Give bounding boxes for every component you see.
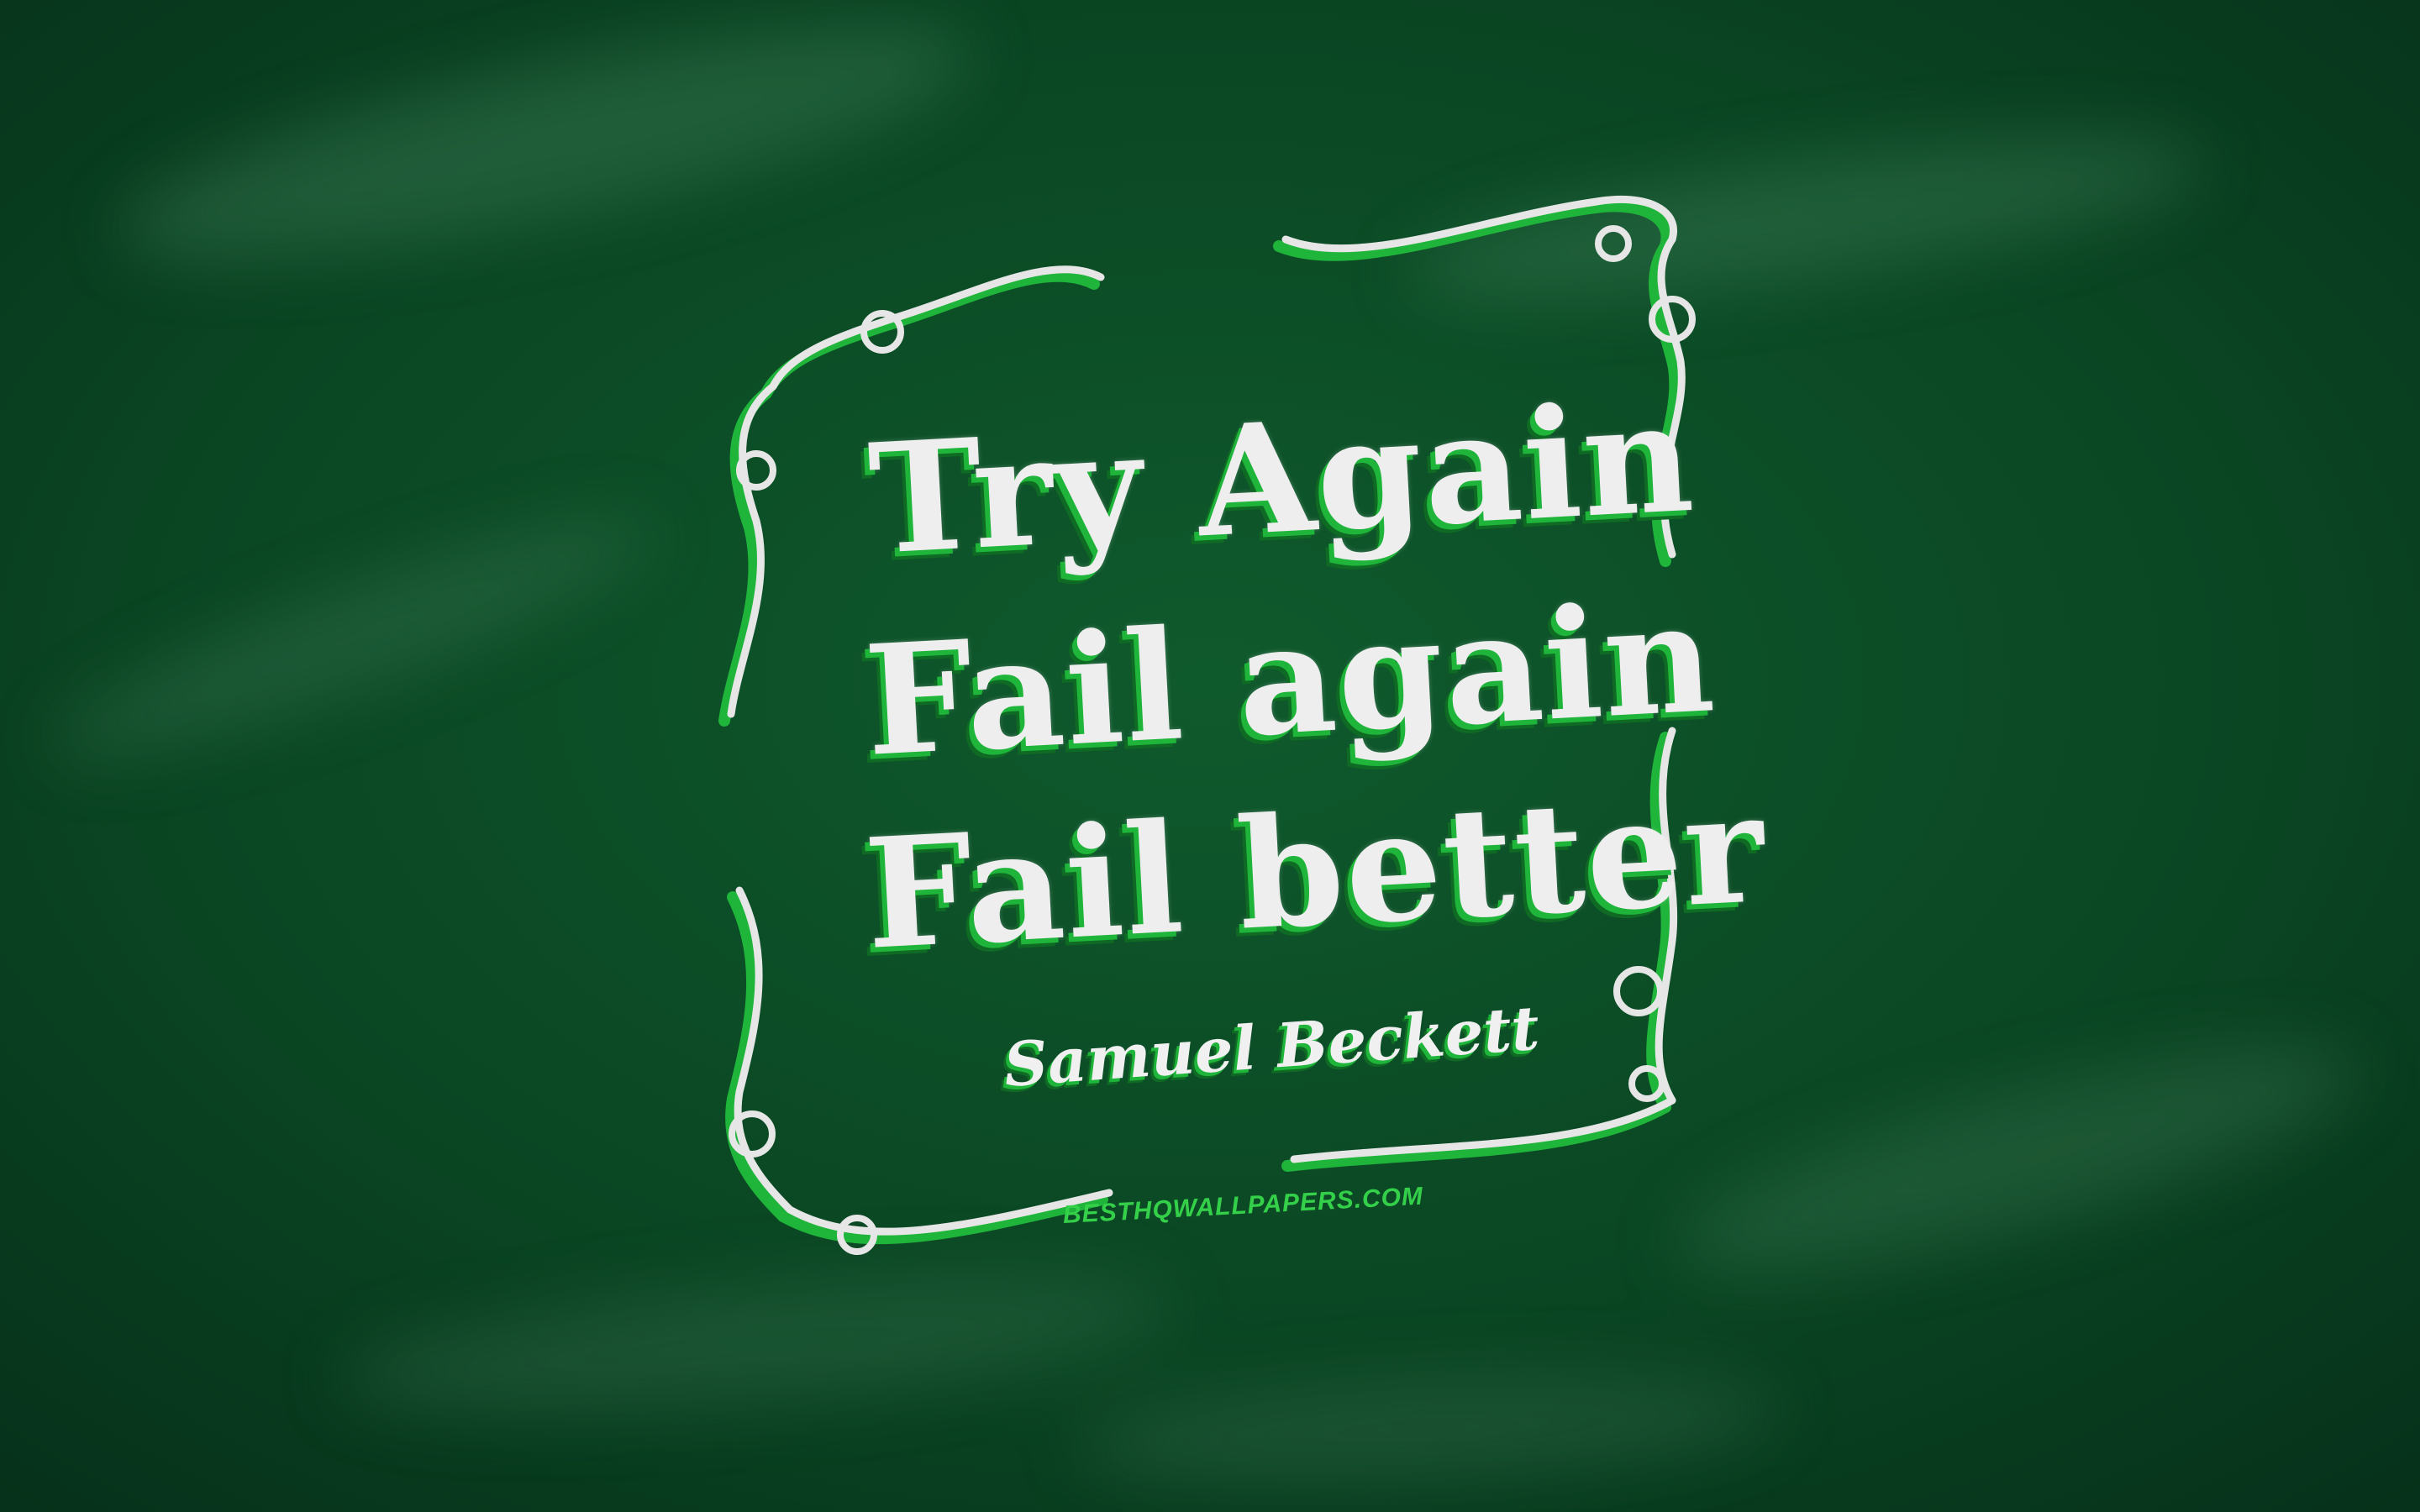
quote-author: Samuel Beckett: [1002, 991, 1542, 1100]
quote-line-1: Try Again: [865, 368, 1699, 589]
quote-line-2: Fail again: [860, 569, 1720, 790]
quote-line-3: Fail better: [860, 759, 1770, 984]
site-watermark: BESTHQWALLPAPERS.COM: [1062, 1182, 1424, 1229]
